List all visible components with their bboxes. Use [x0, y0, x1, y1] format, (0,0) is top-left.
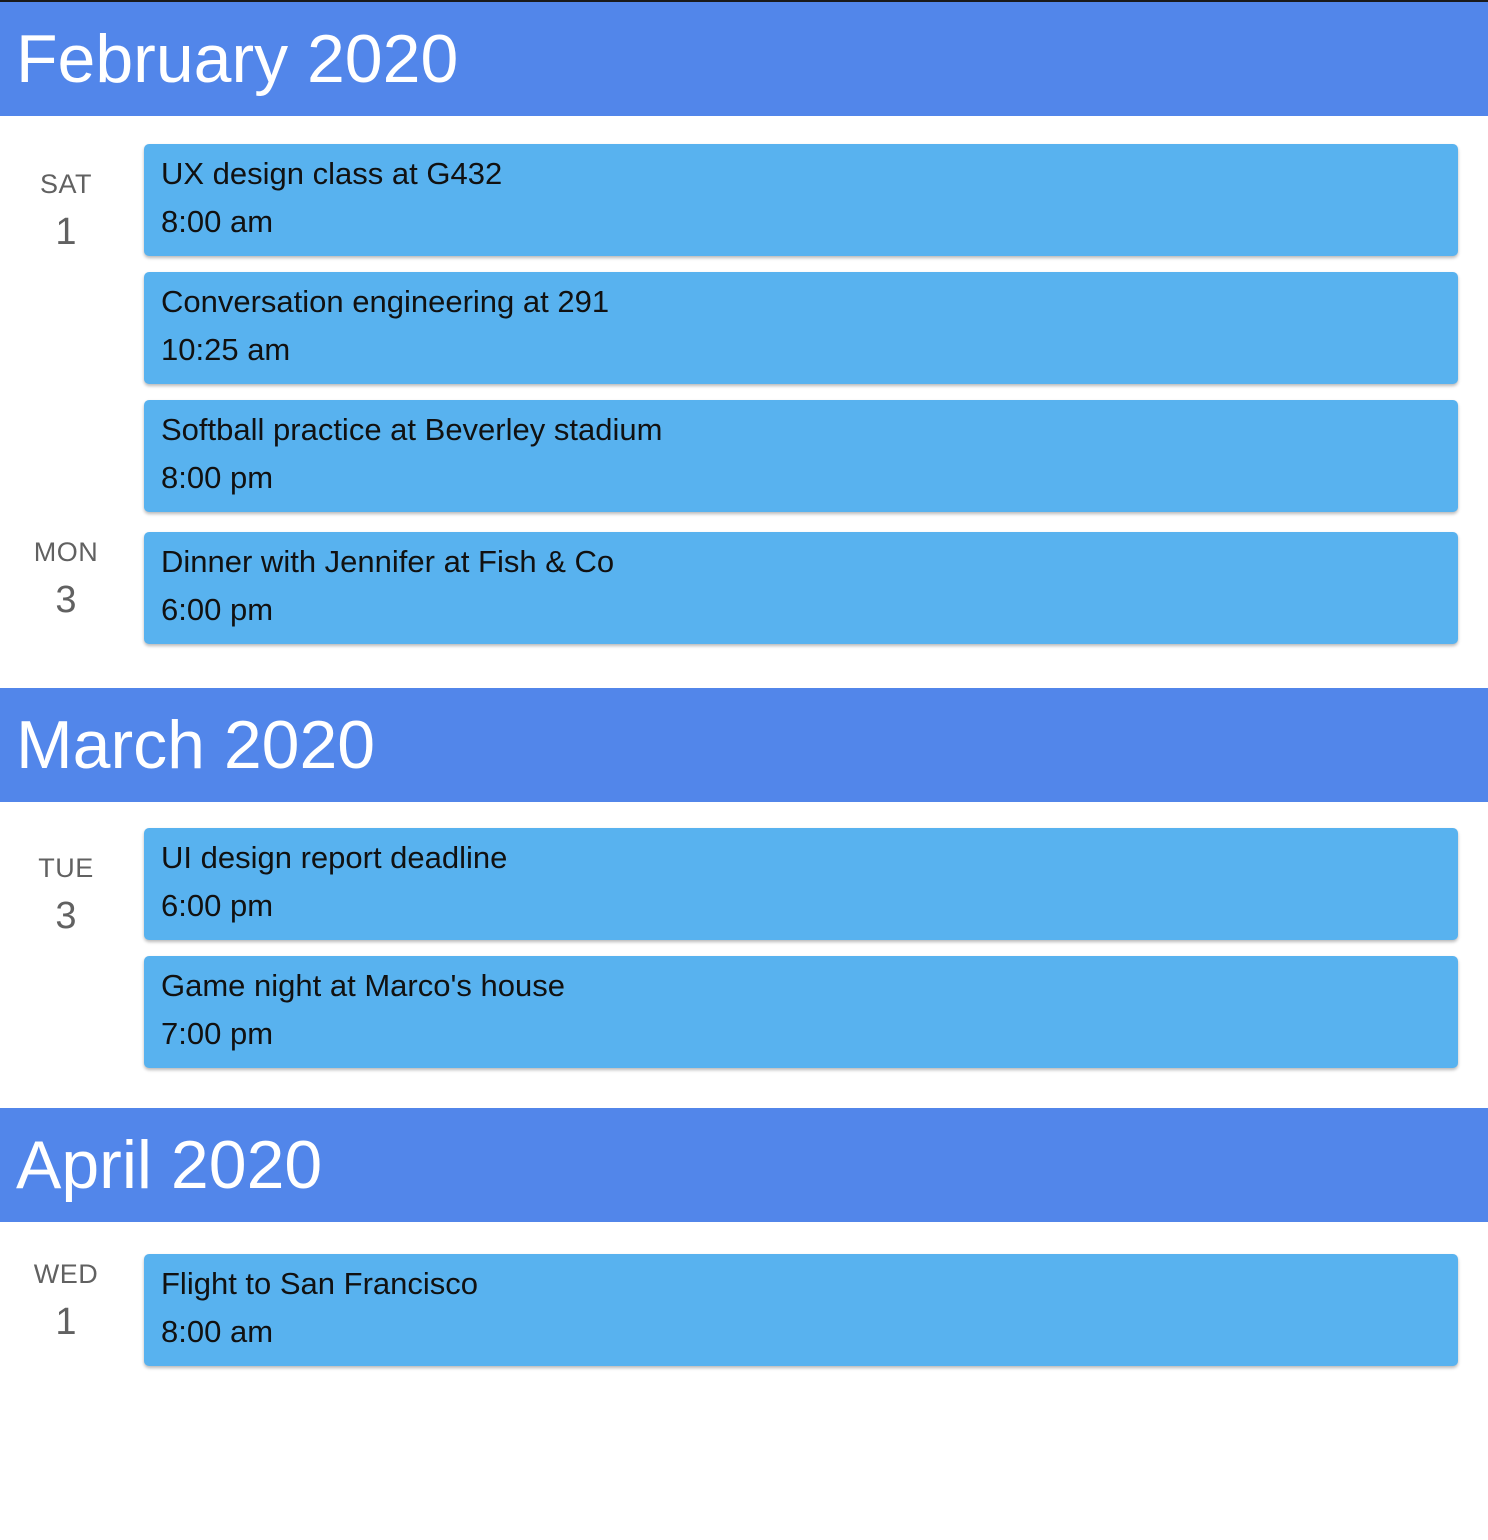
day-of-week: WED: [33, 1259, 99, 1289]
event-time: 8:00 am: [161, 204, 274, 239]
event-title: Flight to San Francisco: [161, 1266, 479, 1301]
day-of-week: TUE: [38, 853, 94, 883]
month-header-april: [0, 1108, 1488, 1222]
event-time: 6:00 pm: [161, 592, 274, 627]
event-card[interactable]: [144, 956, 1458, 1068]
day-of-week: SAT: [39, 169, 92, 199]
event-card[interactable]: [144, 272, 1458, 384]
day-label-mon-3: [0, 536, 132, 622]
day-number: 3: [55, 895, 77, 937]
day-number: 1: [55, 211, 77, 253]
event-card[interactable]: [144, 400, 1458, 512]
day-number: 1: [55, 1301, 77, 1343]
day-label-sat-1: [0, 168, 132, 254]
event-title: UX design class at G432: [161, 156, 503, 191]
event-time: 8:00 pm: [161, 460, 274, 495]
event-time: 8:00 am: [161, 1314, 274, 1349]
event-card[interactable]: [144, 532, 1458, 644]
day-number: 3: [55, 579, 77, 621]
month-title: April 2020: [16, 1127, 323, 1203]
month-title: February 2020: [16, 21, 459, 97]
month-header-march: [0, 688, 1488, 802]
month-header-february: [0, 2, 1488, 116]
event-time: 6:00 pm: [161, 888, 274, 923]
event-title: UI design report deadline: [161, 840, 508, 875]
day-of-week: MON: [33, 537, 99, 567]
event-card[interactable]: [144, 828, 1458, 940]
event-title: Game night at Marco's house: [161, 968, 565, 1003]
event-title: Softball practice at Beverley stadium: [161, 412, 663, 447]
day-label-tue-3: [0, 852, 132, 938]
event-time: 10:25 am: [161, 332, 291, 367]
event-card[interactable]: [144, 1254, 1458, 1366]
event-time: 7:00 pm: [161, 1016, 274, 1051]
event-title: Dinner with Jennifer at Fish & Co: [161, 544, 615, 579]
day-label-wed-1: [0, 1258, 132, 1344]
month-title: March 2020: [16, 707, 376, 783]
event-card[interactable]: [144, 144, 1458, 256]
event-title: Conversation engineering at 291: [161, 284, 610, 319]
